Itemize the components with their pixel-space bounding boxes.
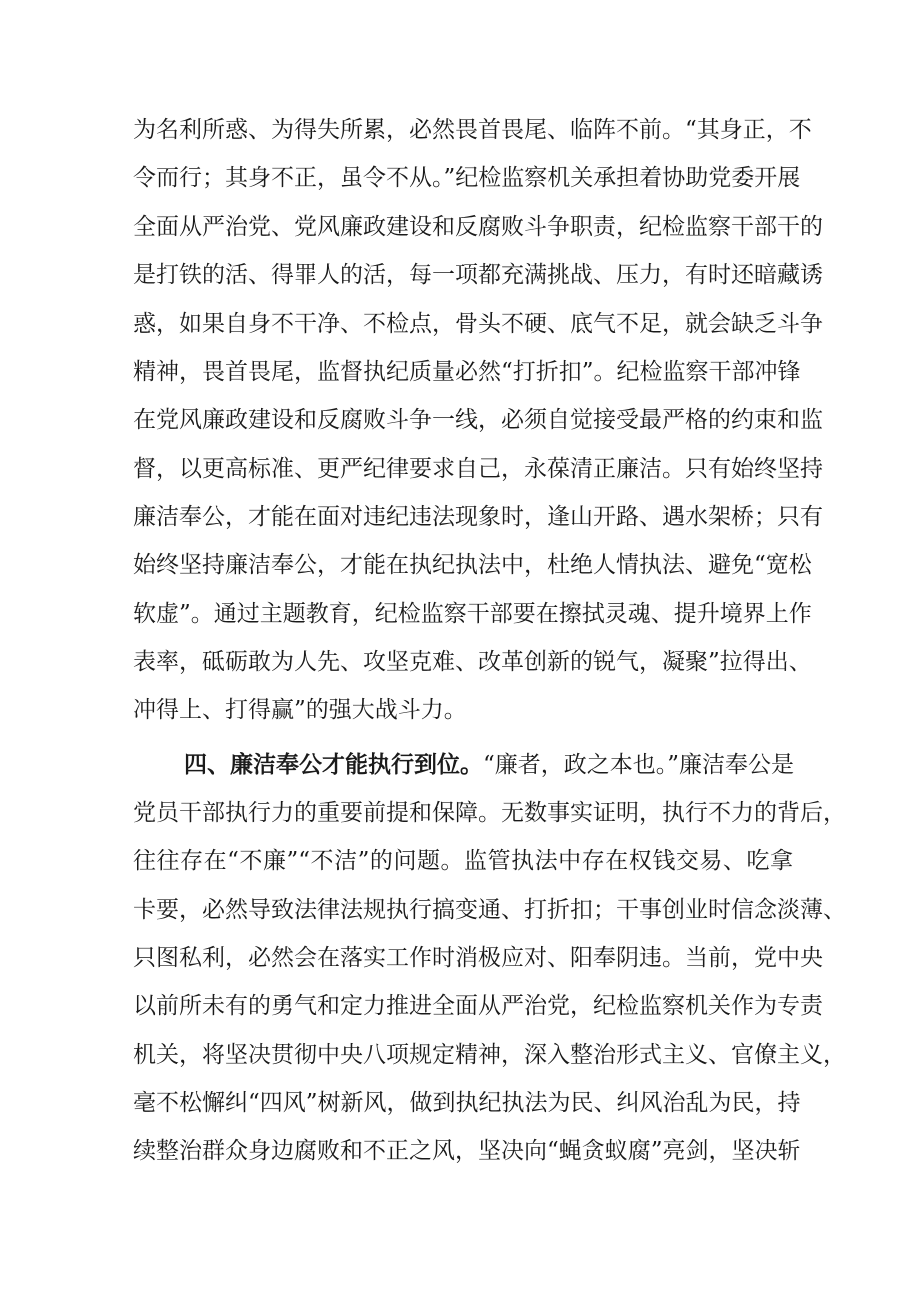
paragraph-2-line: 只图私利，必然会在落实工作时消极应对、阳奉阴违。当前，党中央 [133,945,823,971]
paragraph-2-first-line [184,750,793,780]
paragraph-2-line: 卡要，必然导致法律法规执行搞变通、打折扣；干事创业时信念淡薄、 [133,897,846,923]
paragraph-2-line: 毫不松懈纠“四风”树新风，做到执纪执法为民、纠风治乱为民，持 [133,1090,801,1116]
paragraph-1-line: 冲得上、打得赢”的强大战斗力。 [133,697,467,723]
paragraph-1-line: 软虚”。通过主题教育，纪检监察干部要在擦拭灵魂、提升境界上作 [133,601,812,627]
paragraph-2-line: 以前所未有的勇气和定力推进全面从严治党，纪检监察机关作为专责 [133,993,823,1019]
paragraph-2-line: 机关，将坚决贯彻中央八项规定精神，深入整治形式主义、官僚主义， [133,1042,846,1068]
paragraph-1-line: 令而行；其身不正，虽令不从。”纪检监察机关承担着协助党委开展 [133,165,801,191]
paragraph-1-line: 始终坚持廉洁奉公，才能在执纪执法中，杜绝人情执法、避免“宽松 [133,552,812,578]
paragraph-1-line: 表率，砥砺敢为人先、攻坚克难、改革创新的锐气，凝聚”拉得出、 [133,649,812,675]
paragraph-1-line: 廉洁奉公，才能在面对违纪违法现象时，逢山开路、遇水架桥；只有 [133,504,823,530]
paragraph-2-line: 党员干部执行力的重要前提和保障。无数事实证明，执行不力的背后， [133,800,846,826]
paragraph-1-line: 全面从严治党、党风廉政建设和反腐败斗争职责，纪检监察干部干的 [133,214,823,240]
paragraph-2-first-line-text: “廉者，政之本也。”廉洁奉公是 [483,752,795,778]
paragraph-1-line: 为名利所惑、为得失所累，必然畏首畏尾、临阵不前。“其身正，不 [133,117,812,143]
paragraph-1-line: 惑，如果自身不干净、不检点，骨头不硬、底气不足，就会缺乏斗争 [133,311,823,337]
section-heading: 四、廉洁奉公才能执行到位。 [184,751,483,778]
paragraph-1-line: 精神，畏首畏尾，监督执纪质量必然“打折扣”。纪检监察干部冲锋 [133,359,801,385]
paragraph-2-line: 往往存在“不廉”“不洁”的问题。监管执法中存在权钱交易、吃拿 [133,848,793,874]
paragraph-1-line: 督，以更高标准、更严纪律要求自己，永葆清正廉洁。只有始终坚持 [133,456,823,482]
paragraph-2-line: 续整治群众身边腐败和不正之风，坚决向“蝇贪蚁腐”亮剑，坚决斩 [133,1138,801,1164]
paragraph-1-line: 在党风廉政建设和反腐败斗争一线，必须自觉接受最严格的约束和监 [133,407,823,433]
paragraph-1-line: 是打铁的活、得罪人的活，每一项都充满挑战、压力，有时还暗藏诱 [133,262,823,288]
